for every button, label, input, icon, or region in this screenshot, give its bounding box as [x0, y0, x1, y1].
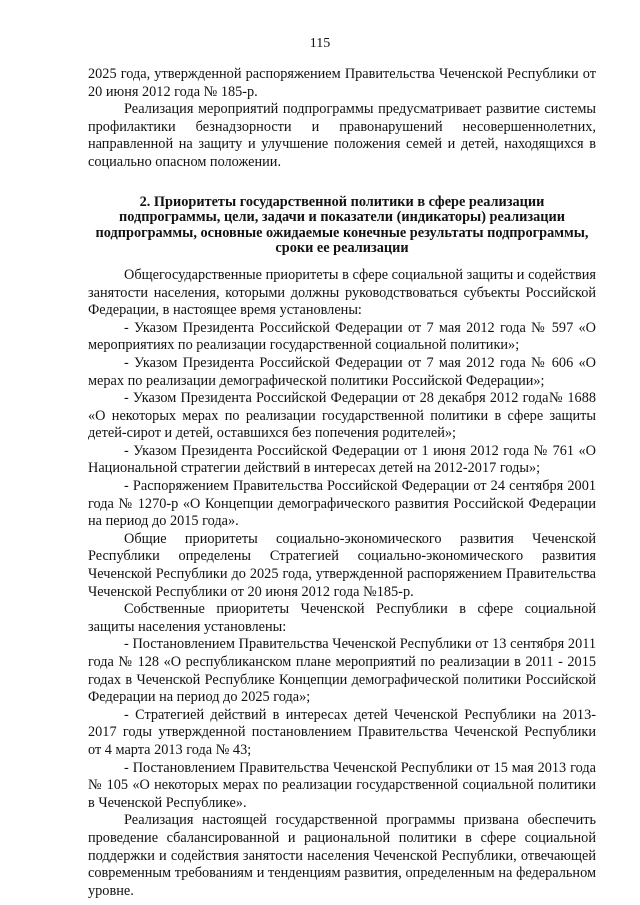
page-number: 115: [309, 36, 331, 51]
paragraph: Общегосударственные приоритеты в сфере социальной защиты и содействия занятости населения, которыми должны руководствоваться субъекты Российской Федерации, в настоящее время установлены:: [88, 266, 596, 319]
list-item: - Указом Президента Российской Федерации от 1 июня 2012 года № 761 «О Национальной стратегии действий в интересах детей на 2012-2017 годы»;: [88, 442, 596, 477]
section-heading: 2. Приоритеты государственной политики в сфере реализации подпрограммы, цели, задачи и показатели (индикаторы) реализации подпрограммы, основные ожидаемые конечные результаты подпрограммы, сроки ее реализации: [95, 193, 589, 257]
list-item: - Постановлением Правительства Чеченской Республики от 15 мая 2013 года № 105 «О некоторых мерах по реализации государственной социальной политики в Чеченской Республике».: [88, 759, 596, 811]
list-item: - Распоряжением Правительства Российской Федерации от 24 сентября 2001 года № 1270-р «О Концепции демографического развития Российской Федерации на период до 2015 года».: [88, 478, 596, 530]
list-item: - Указом Президента Российской Федерации от 7 мая 2012 года № 597 «О мероприятиях по реализации государственной социальной политики»;: [88, 319, 596, 354]
list-item: - Указом Президента Российской Федерации от 7 мая 2012 года № 606 «О мерах по реализации демографической политики Российской Федерации»;: [88, 354, 596, 389]
paragraph: Собственные приоритеты Чеченской Республики в сфере социальной защиты населения установлены:: [88, 601, 596, 635]
document-body: [88, 66, 596, 900]
paragraph: Общие приоритеты социально-экономического развития Чеченской Республики определены Стратегией социально-экономического развития Чеченской Республики до 2025 года, утвержденной распоряжением Правительства Чеченской Республики от 20 июня 2012 года №185-р.: [88, 530, 596, 600]
paragraph: 2025 года, утвержденной распоряжением Правительства Чеченской Республики от 20 июня 2012 года № 185-р.: [88, 66, 596, 100]
list-item: - Стратегией действий в интересах детей Чеченской Республики на 2013-2017 годы утвержденной постановлением Правительства Чеченской Республики от 4 марта 2013 года № 43;: [88, 706, 596, 758]
list-item: - Указом Президента Российской Федерации от 28 декабря 2012 года№ 1688 «О некоторых мерах по реализации государственной политики в сфере защиты детей-сирот и детей, оставшихся без попечения родителей»;: [88, 390, 596, 442]
list-item: - Постановлением Правительства Чеченской Республики от 13 сентября 2011 года № 128 «О республиканском плане мероприятий по реализации в 2011 - 2015 годах в Чеченской Республике Концепции демографической политики Российской Федерации на период до 2025 года»;: [88, 636, 596, 706]
paragraph: Реализация настоящей государственной программы призвана обеспечить проведение сбалансированной и рациональной политики в сфере социальной поддержки и содействия занятости населения Чеченской Республики, отвечающей современным требованиям и тенденциям развития, определенным на федеральном уровне.: [88, 812, 596, 899]
paragraph: Реализация мероприятий подпрограммы предусматривает развитие системы профилактики безнадзорности и правонарушений несовершеннолетних, направленной на защиту и улучшение положения семей и детей, находящихся в социально опасном положении.: [88, 101, 596, 170]
